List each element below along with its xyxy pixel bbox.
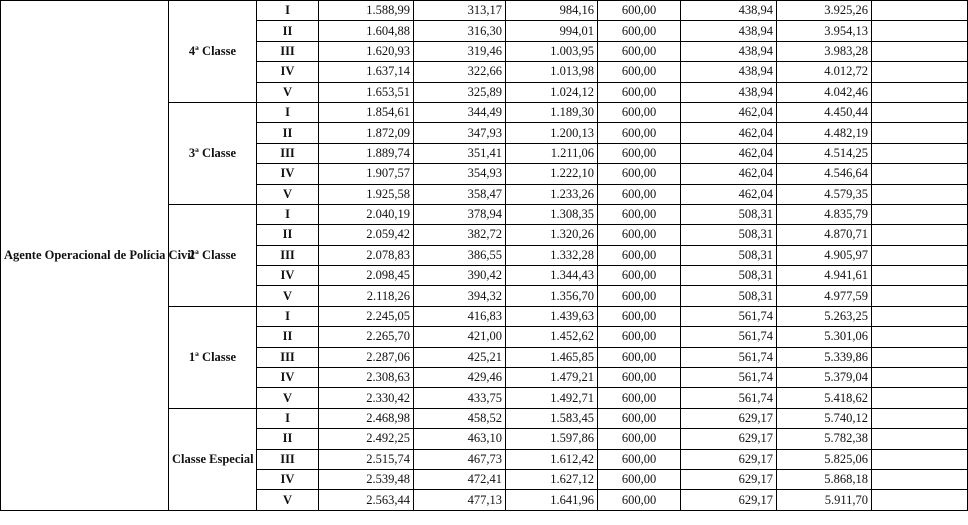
value-cell: 344,49 — [414, 102, 506, 122]
value-cell: 1.612,42 — [506, 449, 598, 469]
classe-cell: Classe Especial — [169, 408, 257, 510]
value-cell: 600,00 — [598, 368, 681, 388]
nivel-cell: V — [257, 490, 319, 510]
spacer-cell — [872, 164, 968, 184]
total-cell: 5.263,25 — [777, 306, 872, 326]
value-cell: 629,17 — [681, 469, 777, 489]
value-cell: 425,21 — [414, 347, 506, 367]
total-cell: 5.339,86 — [777, 347, 872, 367]
value-cell: 984,16 — [506, 1, 598, 21]
value-cell: 508,31 — [681, 245, 777, 265]
spacer-cell — [872, 21, 968, 41]
total-cell: 5.825,06 — [777, 449, 872, 469]
nivel-cell: IV — [257, 62, 319, 82]
value-cell: 600,00 — [598, 469, 681, 489]
spacer-cell — [872, 286, 968, 306]
value-cell: 1.308,35 — [506, 204, 598, 224]
value-cell: 462,04 — [681, 143, 777, 163]
classe-cell: 2ª Classe — [169, 204, 257, 306]
spacer-cell — [872, 490, 968, 510]
spacer-cell — [872, 449, 968, 469]
classe-cell: 4ª Classe — [169, 1, 257, 103]
value-cell: 1.637,14 — [319, 62, 414, 82]
value-cell: 2.287,06 — [319, 347, 414, 367]
salary-table-body — [1, 1, 968, 511]
nivel-cell: IV — [257, 469, 319, 489]
value-cell: 600,00 — [598, 225, 681, 245]
value-cell: 600,00 — [598, 266, 681, 286]
total-cell: 4.870,71 — [777, 225, 872, 245]
value-cell: 463,10 — [414, 429, 506, 449]
total-cell: 4.514,25 — [777, 143, 872, 163]
nivel-cell: III — [257, 41, 319, 61]
spacer-cell — [872, 368, 968, 388]
value-cell: 600,00 — [598, 102, 681, 122]
value-cell: 438,94 — [681, 21, 777, 41]
value-cell: 1.200,13 — [506, 123, 598, 143]
value-cell: 319,46 — [414, 41, 506, 61]
value-cell: 2.330,42 — [319, 388, 414, 408]
spacer-cell — [872, 102, 968, 122]
total-cell: 4.482,19 — [777, 123, 872, 143]
value-cell: 508,31 — [681, 225, 777, 245]
total-cell: 4.941,61 — [777, 266, 872, 286]
value-cell: 2.098,45 — [319, 266, 414, 286]
value-cell: 600,00 — [598, 449, 681, 469]
value-cell: 325,89 — [414, 82, 506, 102]
value-cell: 508,31 — [681, 204, 777, 224]
value-cell: 600,00 — [598, 327, 681, 347]
nivel-cell: II — [257, 123, 319, 143]
spacer-cell — [872, 143, 968, 163]
total-cell: 4.835,79 — [777, 204, 872, 224]
value-cell: 2.539,48 — [319, 469, 414, 489]
nivel-cell: III — [257, 347, 319, 367]
value-cell: 2.245,05 — [319, 306, 414, 326]
total-cell: 5.379,04 — [777, 368, 872, 388]
value-cell: 1.452,62 — [506, 327, 598, 347]
value-cell: 386,55 — [414, 245, 506, 265]
value-cell: 2.078,83 — [319, 245, 414, 265]
spacer-cell — [872, 225, 968, 245]
value-cell: 394,32 — [414, 286, 506, 306]
value-cell: 1.332,28 — [506, 245, 598, 265]
value-cell: 561,74 — [681, 368, 777, 388]
value-cell: 600,00 — [598, 82, 681, 102]
spacer-cell — [872, 429, 968, 449]
value-cell: 629,17 — [681, 429, 777, 449]
classe-cell: 1ª Classe — [169, 306, 257, 408]
value-cell: 378,94 — [414, 204, 506, 224]
value-cell: 421,00 — [414, 327, 506, 347]
value-cell: 1.604,88 — [319, 21, 414, 41]
nivel-cell: III — [257, 449, 319, 469]
value-cell: 382,72 — [414, 225, 506, 245]
value-cell: 1.907,57 — [319, 164, 414, 184]
nivel-cell: II — [257, 327, 319, 347]
total-cell: 5.868,18 — [777, 469, 872, 489]
total-cell: 4.450,44 — [777, 102, 872, 122]
spacer-cell — [872, 204, 968, 224]
value-cell: 600,00 — [598, 143, 681, 163]
value-cell: 1.356,70 — [506, 286, 598, 306]
spacer-cell — [872, 306, 968, 326]
value-cell: 429,46 — [414, 368, 506, 388]
value-cell: 472,41 — [414, 469, 506, 489]
value-cell: 1.925,58 — [319, 184, 414, 204]
value-cell: 1.627,12 — [506, 469, 598, 489]
value-cell: 600,00 — [598, 429, 681, 449]
value-cell: 1.583,45 — [506, 408, 598, 428]
nivel-cell: I — [257, 1, 319, 21]
nivel-cell: IV — [257, 266, 319, 286]
spacer-cell — [872, 82, 968, 102]
value-cell: 1.653,51 — [319, 82, 414, 102]
value-cell: 600,00 — [598, 408, 681, 428]
value-cell: 1.854,61 — [319, 102, 414, 122]
nivel-cell: I — [257, 102, 319, 122]
value-cell: 600,00 — [598, 1, 681, 21]
value-cell: 2.492,25 — [319, 429, 414, 449]
value-cell: 1.872,09 — [319, 123, 414, 143]
nivel-cell: IV — [257, 164, 319, 184]
value-cell: 600,00 — [598, 204, 681, 224]
value-cell: 1.211,06 — [506, 143, 598, 163]
spacer-cell — [872, 388, 968, 408]
value-cell: 600,00 — [598, 245, 681, 265]
value-cell: 600,00 — [598, 388, 681, 408]
nivel-cell: I — [257, 204, 319, 224]
value-cell: 313,17 — [414, 1, 506, 21]
value-cell: 2.308,63 — [319, 368, 414, 388]
nivel-cell: V — [257, 286, 319, 306]
value-cell: 629,17 — [681, 449, 777, 469]
nivel-cell: I — [257, 306, 319, 326]
value-cell: 600,00 — [598, 123, 681, 143]
value-cell: 1.479,21 — [506, 368, 598, 388]
value-cell: 1.024,12 — [506, 82, 598, 102]
value-cell: 600,00 — [598, 21, 681, 41]
nivel-cell: V — [257, 82, 319, 102]
value-cell: 1.465,85 — [506, 347, 598, 367]
spacer-cell — [872, 347, 968, 367]
total-cell: 3.925,26 — [777, 1, 872, 21]
value-cell: 438,94 — [681, 82, 777, 102]
total-cell: 5.782,38 — [777, 429, 872, 449]
value-cell: 994,01 — [506, 21, 598, 41]
total-cell: 4.977,59 — [777, 286, 872, 306]
value-cell: 1.641,96 — [506, 490, 598, 510]
nivel-cell: V — [257, 388, 319, 408]
table-row — [1, 1, 968, 21]
value-cell: 508,31 — [681, 266, 777, 286]
value-cell: 477,13 — [414, 490, 506, 510]
nivel-cell: I — [257, 408, 319, 428]
value-cell: 316,30 — [414, 21, 506, 41]
classe-cell: 3ª Classe — [169, 102, 257, 204]
value-cell: 462,04 — [681, 123, 777, 143]
value-cell: 358,47 — [414, 184, 506, 204]
spacer-cell — [872, 62, 968, 82]
value-cell: 462,04 — [681, 102, 777, 122]
spacer-cell — [872, 469, 968, 489]
value-cell: 561,74 — [681, 306, 777, 326]
value-cell: 1.620,93 — [319, 41, 414, 61]
total-cell: 4.546,64 — [777, 164, 872, 184]
value-cell: 438,94 — [681, 1, 777, 21]
value-cell: 1.889,74 — [319, 143, 414, 163]
nivel-cell: II — [257, 429, 319, 449]
total-cell: 5.740,12 — [777, 408, 872, 428]
total-cell: 5.418,62 — [777, 388, 872, 408]
nivel-cell: II — [257, 21, 319, 41]
cargo-cell: Agente Operacional de Polícia Civil — [1, 1, 169, 511]
value-cell: 354,93 — [414, 164, 506, 184]
total-cell: 5.911,70 — [777, 490, 872, 510]
value-cell: 322,66 — [414, 62, 506, 82]
total-cell: 4.905,97 — [777, 245, 872, 265]
value-cell: 600,00 — [598, 306, 681, 326]
value-cell: 1.233,26 — [506, 184, 598, 204]
value-cell: 462,04 — [681, 184, 777, 204]
spacer-cell — [872, 123, 968, 143]
value-cell: 347,93 — [414, 123, 506, 143]
value-cell: 1.492,71 — [506, 388, 598, 408]
total-cell: 4.042,46 — [777, 82, 872, 102]
total-cell: 4.579,35 — [777, 184, 872, 204]
value-cell: 467,73 — [414, 449, 506, 469]
total-cell: 3.954,13 — [777, 21, 872, 41]
value-cell: 433,75 — [414, 388, 506, 408]
value-cell: 2.468,98 — [319, 408, 414, 428]
value-cell: 600,00 — [598, 62, 681, 82]
value-cell: 629,17 — [681, 490, 777, 510]
spacer-cell — [872, 327, 968, 347]
value-cell: 600,00 — [598, 490, 681, 510]
spacer-cell — [872, 266, 968, 286]
value-cell: 561,74 — [681, 347, 777, 367]
spacer-cell — [872, 41, 968, 61]
nivel-cell: IV — [257, 368, 319, 388]
value-cell: 561,74 — [681, 327, 777, 347]
value-cell: 2.118,26 — [319, 286, 414, 306]
value-cell: 1.597,86 — [506, 429, 598, 449]
value-cell: 600,00 — [598, 184, 681, 204]
value-cell: 462,04 — [681, 164, 777, 184]
value-cell: 438,94 — [681, 41, 777, 61]
value-cell: 1.344,43 — [506, 266, 598, 286]
value-cell: 416,83 — [414, 306, 506, 326]
value-cell: 438,94 — [681, 62, 777, 82]
value-cell: 561,74 — [681, 388, 777, 408]
total-cell: 3.983,28 — [777, 41, 872, 61]
nivel-cell: II — [257, 225, 319, 245]
value-cell: 390,42 — [414, 266, 506, 286]
value-cell: 1.222,10 — [506, 164, 598, 184]
value-cell: 2.563,44 — [319, 490, 414, 510]
value-cell: 2.265,70 — [319, 327, 414, 347]
nivel-cell: III — [257, 143, 319, 163]
total-cell: 5.301,06 — [777, 327, 872, 347]
total-cell: 4.012,72 — [777, 62, 872, 82]
value-cell: 2.515,74 — [319, 449, 414, 469]
value-cell: 600,00 — [598, 41, 681, 61]
value-cell: 458,52 — [414, 408, 506, 428]
value-cell: 1.320,26 — [506, 225, 598, 245]
value-cell: 629,17 — [681, 408, 777, 428]
value-cell: 1.439,63 — [506, 306, 598, 326]
spacer-cell — [872, 1, 968, 21]
value-cell: 1.189,30 — [506, 102, 598, 122]
value-cell: 600,00 — [598, 286, 681, 306]
value-cell: 600,00 — [598, 164, 681, 184]
spacer-cell — [872, 184, 968, 204]
spacer-cell — [872, 245, 968, 265]
value-cell: 351,41 — [414, 143, 506, 163]
value-cell: 2.059,42 — [319, 225, 414, 245]
nivel-cell: III — [257, 245, 319, 265]
value-cell: 600,00 — [598, 347, 681, 367]
value-cell: 1.003,95 — [506, 41, 598, 61]
spacer-cell — [872, 408, 968, 428]
value-cell: 508,31 — [681, 286, 777, 306]
value-cell: 1.588,99 — [319, 1, 414, 21]
value-cell: 2.040,19 — [319, 204, 414, 224]
nivel-cell: V — [257, 184, 319, 204]
value-cell: 1.013,98 — [506, 62, 598, 82]
